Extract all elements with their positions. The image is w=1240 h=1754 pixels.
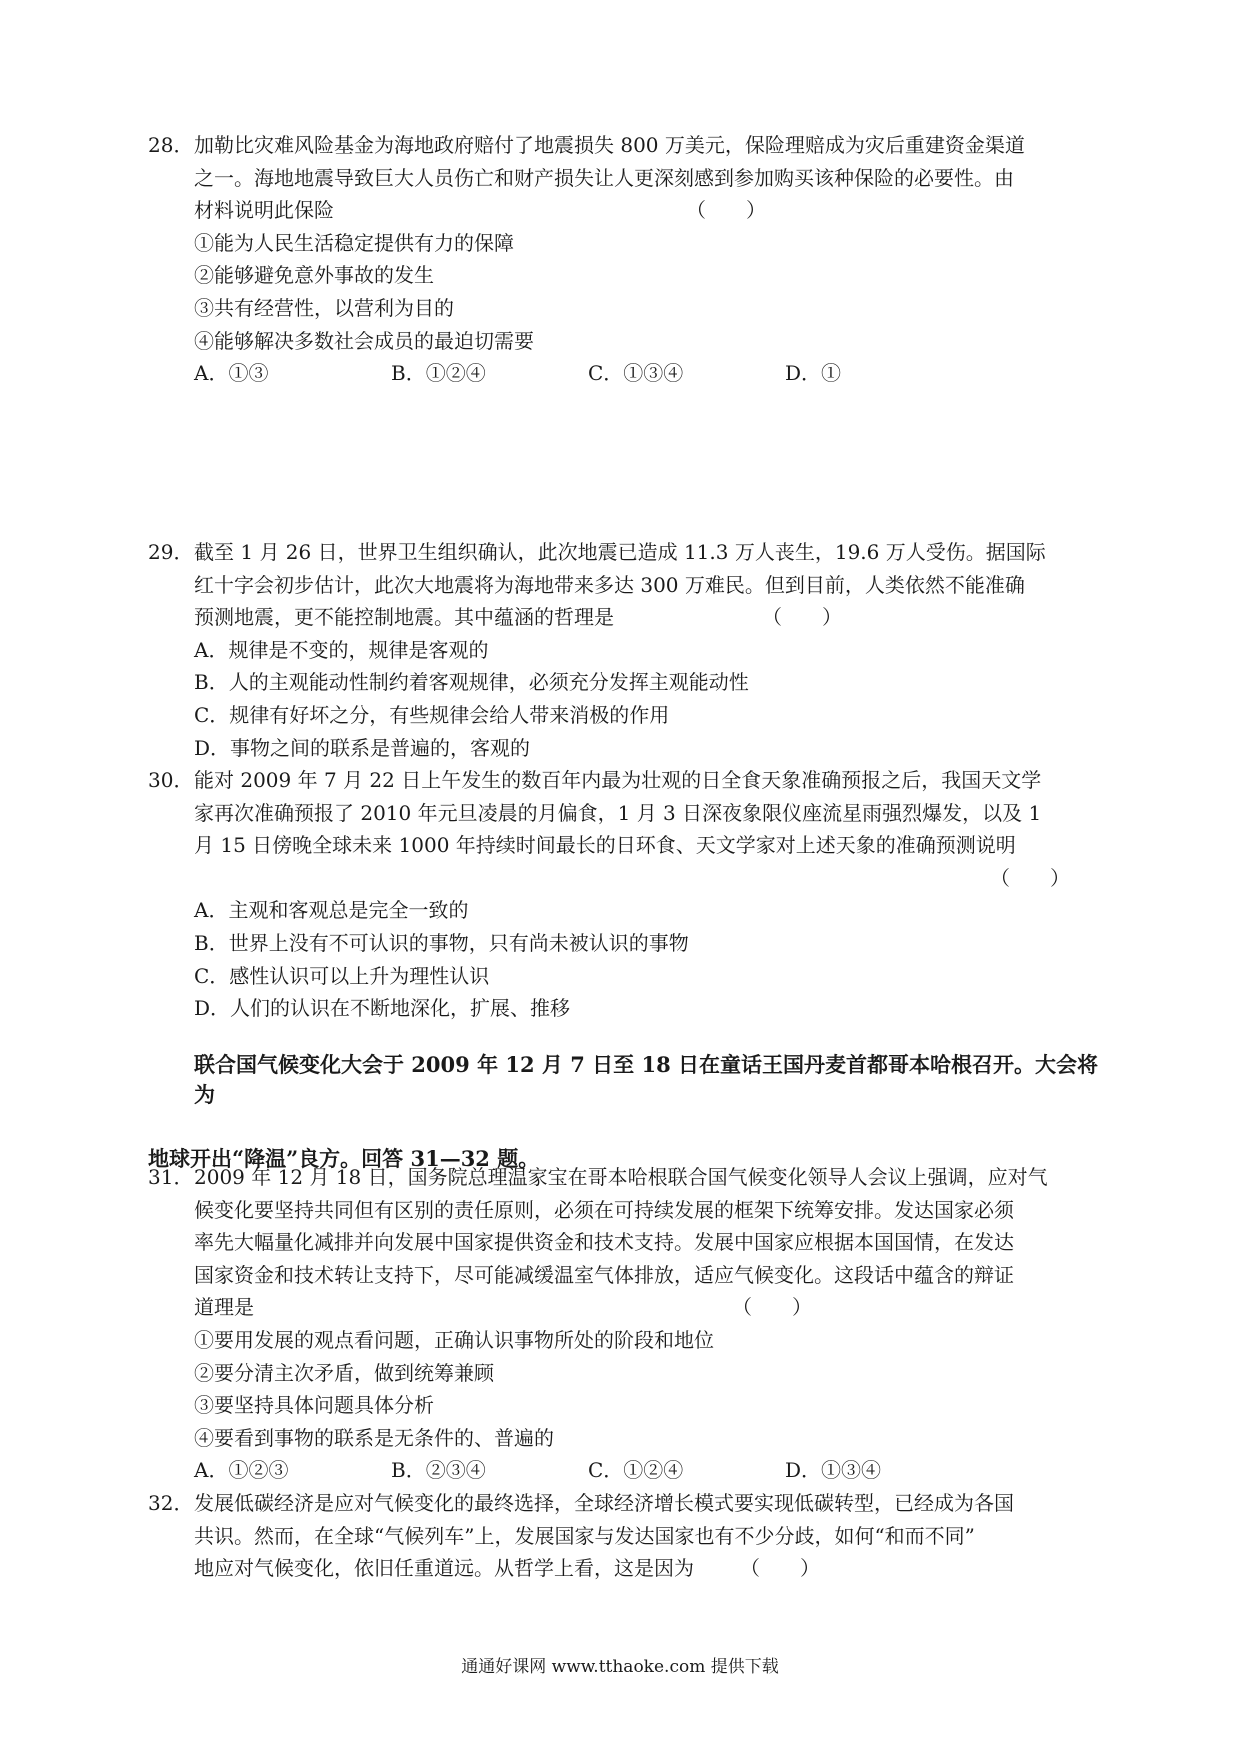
statement-item: ④能够解决多数社会成员的最迫切需要	[194, 328, 534, 353]
question-number: 28．	[148, 133, 194, 157]
section-intro	[148, 1049, 1098, 1173]
option-a: A．①③	[194, 361, 269, 386]
question-28-stem-line-3: 材料说明此保险 （ ）	[148, 194, 1098, 227]
option-b: B．①②④	[391, 361, 486, 386]
question-31-stem-line-3: 率先大幅量化减排并向发展中国家提供资金和技术支持。发展中国家应根据本国国情，在发达	[194, 1230, 1014, 1255]
option-c: C．规律有好坏之分，有些规律会给人带来消极的作用	[194, 702, 670, 727]
question-29-stem-line-3: 预测地震，更不能控制地震。其中蕴涵的哲理是 （ ）	[148, 601, 1098, 634]
option-b: B．世界上没有不可认识的事物，只有尚未被认识的事物	[194, 930, 689, 955]
option-c: C．①②④	[588, 1458, 684, 1483]
option-a: A．主观和客观总是完全一致的	[194, 898, 469, 923]
question-29	[148, 536, 1098, 764]
question-32-stem-line-2: 共识。然而，在全球“气候列车”上，发展国家与发达国家也有不少分歧，如何“和而不同”	[194, 1523, 975, 1548]
question-31-stem-line-2: 候变化要坚持共同但有区别的责任原则，必须在可持续发展的框架下统筹安排。发达国家必须	[194, 1197, 1014, 1222]
section-intro-line-1: 联合国气候变化大会于 2009 年 12 月 7 日至 18 日在童话王国丹麦首都哥本哈根召开。大会将为	[194, 1052, 1098, 1107]
answer-bracket: （ ）	[762, 605, 842, 630]
question-31-stem-line-1: 31．2009 年 12 月 18 日，国务院总理温家宝在哥本哈根联合国气候变化领导人会议上强调，应对气	[148, 1161, 1098, 1194]
question-number: 31．	[148, 1165, 194, 1189]
question-number: 30．	[148, 768, 194, 792]
question-32-stem-line-3: 地应对气候变化，依旧任重道远。从哲学上看，这是因为 （ ）	[148, 1552, 1098, 1585]
question-31-stem-line-4: 国家资金和技术转让支持下，尽可能减缓温室气体排放，适应气候变化。这段话中蕴含的辩证	[194, 1262, 1014, 1287]
option-d: D．事物之间的联系是普遍的，客观的	[194, 735, 531, 760]
question-30-stem-line-3: 月 15 日傍晚全球未来 1000 年持续时间最长的日环食、天文学家对上述天象的准确预测说明	[194, 833, 1016, 858]
option-b: B．②③④	[391, 1458, 486, 1483]
section-intro-line-2: 地球开出“降温”良方。回答 31—32 题。	[148, 1146, 540, 1171]
statement-item: ①能为人民生活稳定提供有力的保障	[194, 230, 514, 255]
option-b: B．人的主观能动性制约着客观规律，必须充分发挥主观能动性	[194, 670, 749, 695]
option-d: D．①③④	[785, 1458, 882, 1483]
answer-options	[148, 1454, 1098, 1487]
option-d: D．人们的认识在不断地深化，扩展、推移	[194, 996, 571, 1021]
question-28	[148, 129, 1098, 390]
question-number: 32．	[148, 1491, 194, 1515]
answer-bracket: （ ）	[732, 1295, 812, 1320]
question-31-stem-line-5: 道理是 （ ）	[148, 1291, 1098, 1324]
question-number: 29．	[148, 540, 194, 564]
answer-bracket: （ ）	[990, 865, 1070, 890]
question-30-stem-line-2: 家再次准确预报了 2010 年元旦凌晨的月偏食，1 月 3 日深夜象限仪座流星雨强烈爆发，以及 1	[194, 800, 1042, 825]
statement-item: ②能够避免意外事故的发生	[194, 263, 434, 288]
statement-item: ②要分清主次矛盾，做到统筹兼顾	[194, 1360, 494, 1385]
answer-options	[148, 357, 1098, 390]
statement-item: ③共有经营性，以营利为目的	[194, 295, 454, 320]
question-32-stem-line-1: 32．发展低碳经济是应对气候变化的最终选择，全球经济增长模式要实现低碳转型，已经成为各国	[148, 1487, 1098, 1520]
option-a: A．①②③	[194, 1458, 289, 1483]
option-d: D．①	[785, 361, 842, 386]
question-29-stem-line-1: 29．截至 1 月 26 日，世界卫生组织确认，此次地震已造成 11.3 万人丧生，19.6 万人受伤。据国际	[148, 536, 1098, 569]
answer-bracket-line	[148, 862, 1098, 895]
question-32	[148, 1487, 1098, 1585]
question-28-stem-line-1: 28．加勒比灾难风险基金为海地政府赔付了地震损失 800 万美元，保险理赔成为灾后重建资金渠道	[148, 129, 1098, 162]
question-29-stem-line-2: 红十字会初步估计，此次大地震将为海地带来多达 300 万难民。但到目前，人类依然不能准确	[194, 572, 1025, 597]
option-a: A．规律是不变的，规律是客观的	[194, 637, 489, 662]
statement-item: ③要坚持具体问题具体分析	[194, 1393, 434, 1418]
question-30	[148, 764, 1098, 1025]
answer-bracket: （ ）	[686, 198, 766, 223]
answer-bracket: （ ）	[740, 1556, 820, 1581]
statement-item: ①要用发展的观点看问题，正确认识事物所处的阶段和地位	[194, 1327, 714, 1352]
option-c: C．感性认识可以上升为理性认识	[194, 963, 490, 988]
option-c: C．①③④	[588, 361, 684, 386]
question-31	[148, 1161, 1098, 1487]
question-28-stem-line-2: 之一。海地地震导致巨大人员伤亡和财产损失让人更深刻感到参加购买该种保险的必要性。由	[194, 165, 1014, 190]
statement-item: ④要看到事物的联系是无条件的、普遍的	[194, 1425, 554, 1450]
question-30-stem-line-1: 30．能对 2009 年 7 月 22 日上午发生的数百年内最为壮观的日全食天象准确预报之后，我国天文学	[148, 764, 1098, 797]
page-footer: 通通好课网 www.tthaoke.com 提供下载	[461, 1657, 779, 1677]
